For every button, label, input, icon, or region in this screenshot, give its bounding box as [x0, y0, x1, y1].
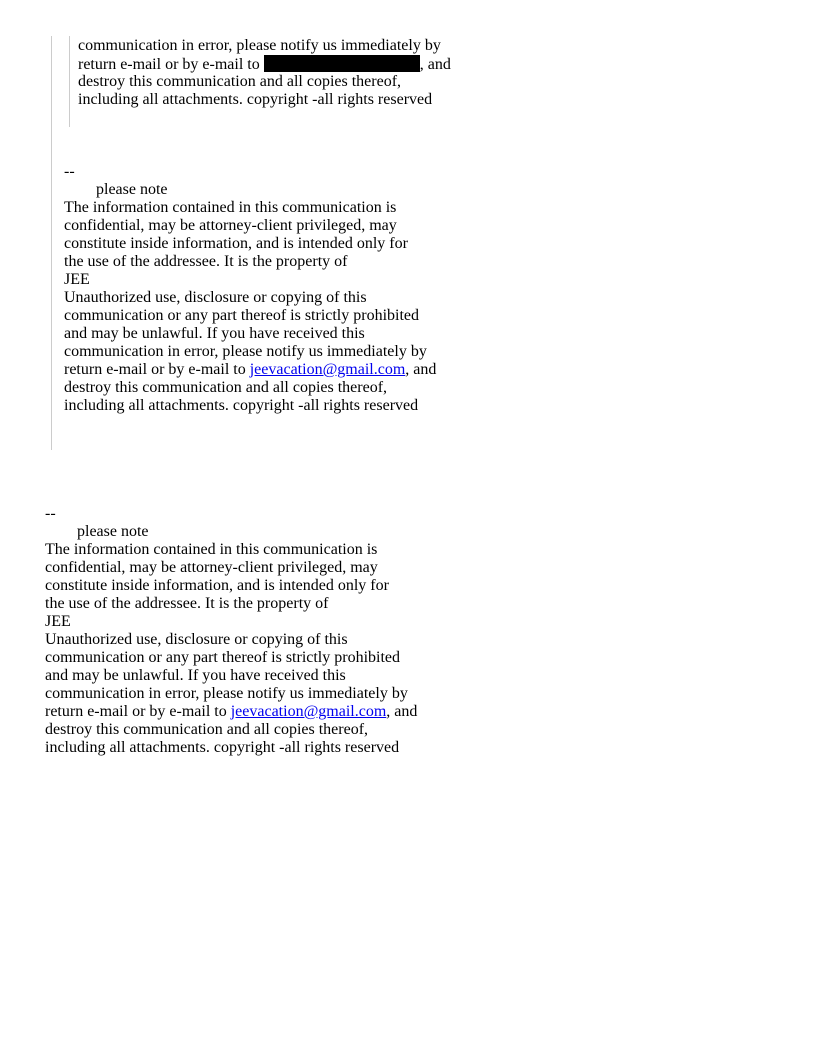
quoted-signature-block — [64, 163, 436, 415]
signature-line: constitute inside information, and is intended only for — [64, 235, 408, 252]
signature-line: destroy this communication and all copies thereof, — [45, 721, 369, 738]
signature-line: and may be unlawful. If you have received this — [64, 325, 365, 342]
email-link[interactable]: jeevacation@gmail.com — [249, 361, 406, 378]
signature-line: communication or any part thereof is strictly prohibited — [45, 649, 401, 666]
signature-block — [45, 505, 417, 757]
nested-quote-line: destroy this communication and all copies thereof, — [78, 73, 402, 90]
redacted-email-block — [264, 55, 420, 72]
signature-line: The information contained in this communication is — [64, 199, 397, 216]
signature-line: Unauthorized use, disclosure or copying of this — [45, 631, 348, 648]
signature-line: JEE — [45, 613, 71, 630]
signature-line: Unauthorized use, disclosure or copying of this — [64, 289, 367, 306]
signature-line: communication or any part thereof is strictly prohibited — [64, 307, 420, 324]
nested-quote-line: including all attachments. copyright -all rights reserved — [78, 91, 433, 108]
signature-line: destroy this communication and all copies thereof, — [64, 379, 388, 396]
signature-line: and may be unlawful. If you have received this — [45, 667, 346, 684]
nested-quote-email-line: return e-mail or by e-mail to , and — [78, 56, 451, 73]
signature-note: please note — [96, 181, 168, 198]
signature-line: communication in error, please notify us immediately by — [64, 343, 427, 360]
signature-line: including all attachments. copyright -all rights reserved — [45, 739, 400, 756]
signature-line: constitute inside information, and is intended only for — [45, 577, 389, 594]
signature-line: The information contained in this communication is — [45, 541, 378, 558]
nested-quote-text — [78, 37, 451, 109]
nested-quote-line: communication in error, please notify us immediately by — [78, 37, 441, 54]
signature-email-line: return e-mail or by e-mail to jeevacation@gmail.com, and — [64, 361, 437, 378]
signature-line: the use of the addressee. It is the property of — [45, 595, 329, 612]
signature-line: including all attachments. copyright -all rights reserved — [64, 397, 419, 414]
signature-line: the use of the addressee. It is the property of — [64, 253, 348, 270]
signature-line: confidential, may be attorney-client privileged, may — [45, 559, 378, 576]
email-link[interactable]: jeevacation@gmail.com — [230, 703, 387, 720]
signature-note: please note — [77, 523, 149, 540]
signature-separator: -- — [64, 163, 75, 180]
signature-separator: -- — [45, 505, 56, 522]
signature-line: communication in error, please notify us immediately by — [45, 685, 408, 702]
signature-email-line: return e-mail or by e-mail to jeevacation@gmail.com, and — [45, 703, 418, 720]
signature-line: confidential, may be attorney-client privileged, may — [64, 217, 397, 234]
signature-line: JEE — [64, 271, 90, 288]
